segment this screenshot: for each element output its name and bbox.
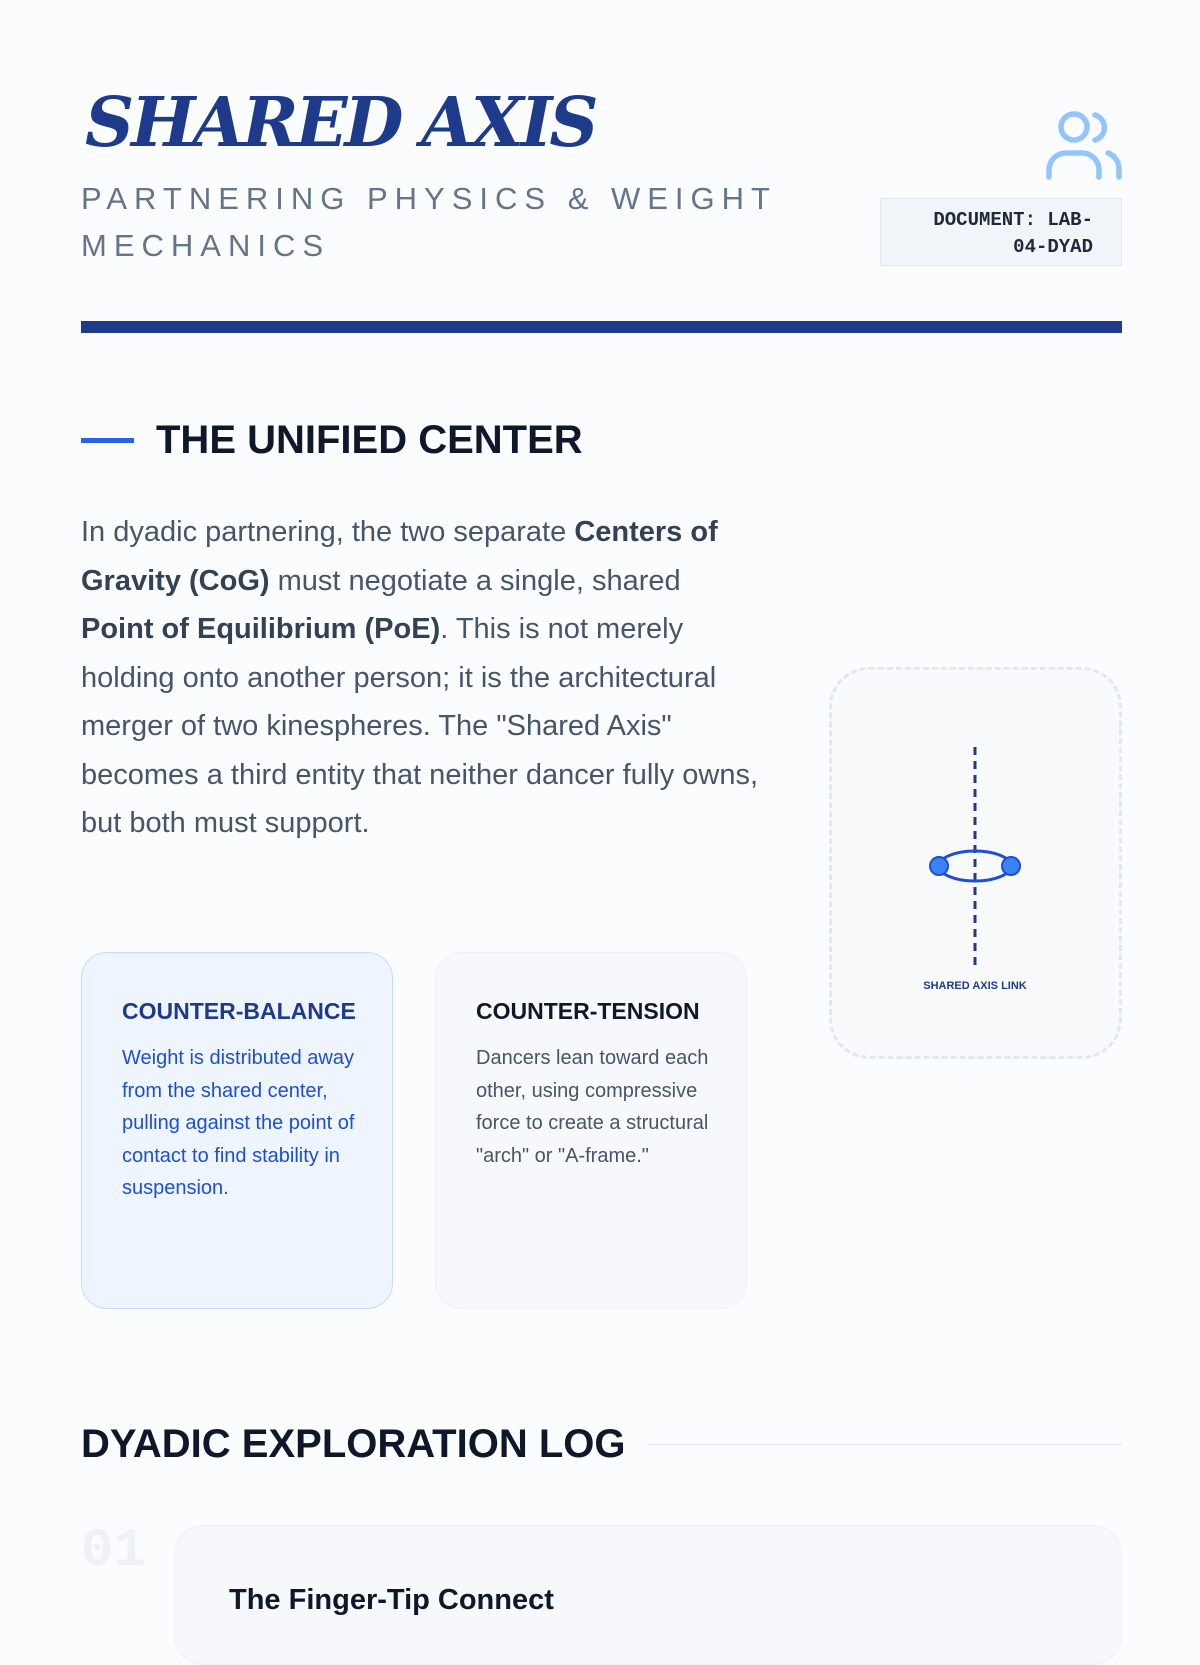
users-icon	[1046, 108, 1122, 180]
page-title: SHARED AXIS	[85, 83, 596, 163]
section-accent-dash	[81, 438, 134, 443]
intro-text: must negotiate a single, shared	[269, 564, 681, 597]
counter-balance-card	[81, 952, 393, 1309]
document-page	[81, 0, 1122, 1616]
card-text: Dancers lean toward each other, using compressive force to create a structural "arch" or "A-frame."	[476, 1047, 709, 1167]
shared-axis-graphic	[832, 670, 1125, 1062]
shared-axis-diagram	[829, 667, 1122, 1059]
intro-text: In dyadic partnering, the two separate	[81, 516, 575, 548]
section-divider-line	[647, 1444, 1122, 1445]
intro-paragraph	[81, 508, 761, 848]
card-title: COUNTER-TENSION	[476, 998, 700, 1024]
log-entry-title: The Finger-Tip Connect	[229, 1584, 554, 1616]
counter-tension-card	[435, 952, 747, 1309]
card-text: Weight is distributed away from the shared center, pulling against the point of contact to find stability in suspension.	[122, 1047, 355, 1199]
log-entry-card	[174, 1525, 1122, 1665]
term-point-of-equilibrium: Point of Equilibrium (PoE)	[81, 613, 441, 645]
document-id-badge: DOCUMENT: LAB-04-DYAD	[880, 198, 1122, 266]
log-entry-number: 01	[81, 1521, 146, 1582]
dancer-a-node	[930, 857, 948, 875]
card-title: COUNTER-BALANCE	[122, 998, 356, 1024]
intro-text: . This is not merely holding onto another person; it is the architectural merger of two kinespheres. The "Shared Axis" becomes a third entity that neither dancer fully owns, but both must support.	[81, 613, 759, 839]
page-subtitle: PARTNERING PHYSICS & WEIGHT MECHANICS	[81, 181, 777, 263]
diagram-label: SHARED AXIS LINK	[923, 980, 1027, 992]
dancer-b-node	[1002, 857, 1020, 875]
section-heading-unified-center: THE UNIFIED CENTER	[156, 418, 583, 462]
term-center-of-gravity: Centers of Gravity (CoG)	[81, 516, 718, 597]
header-divider	[81, 321, 1122, 333]
section-heading-exploration-log: DYADIC EXPLORATION LOG	[81, 1422, 626, 1466]
